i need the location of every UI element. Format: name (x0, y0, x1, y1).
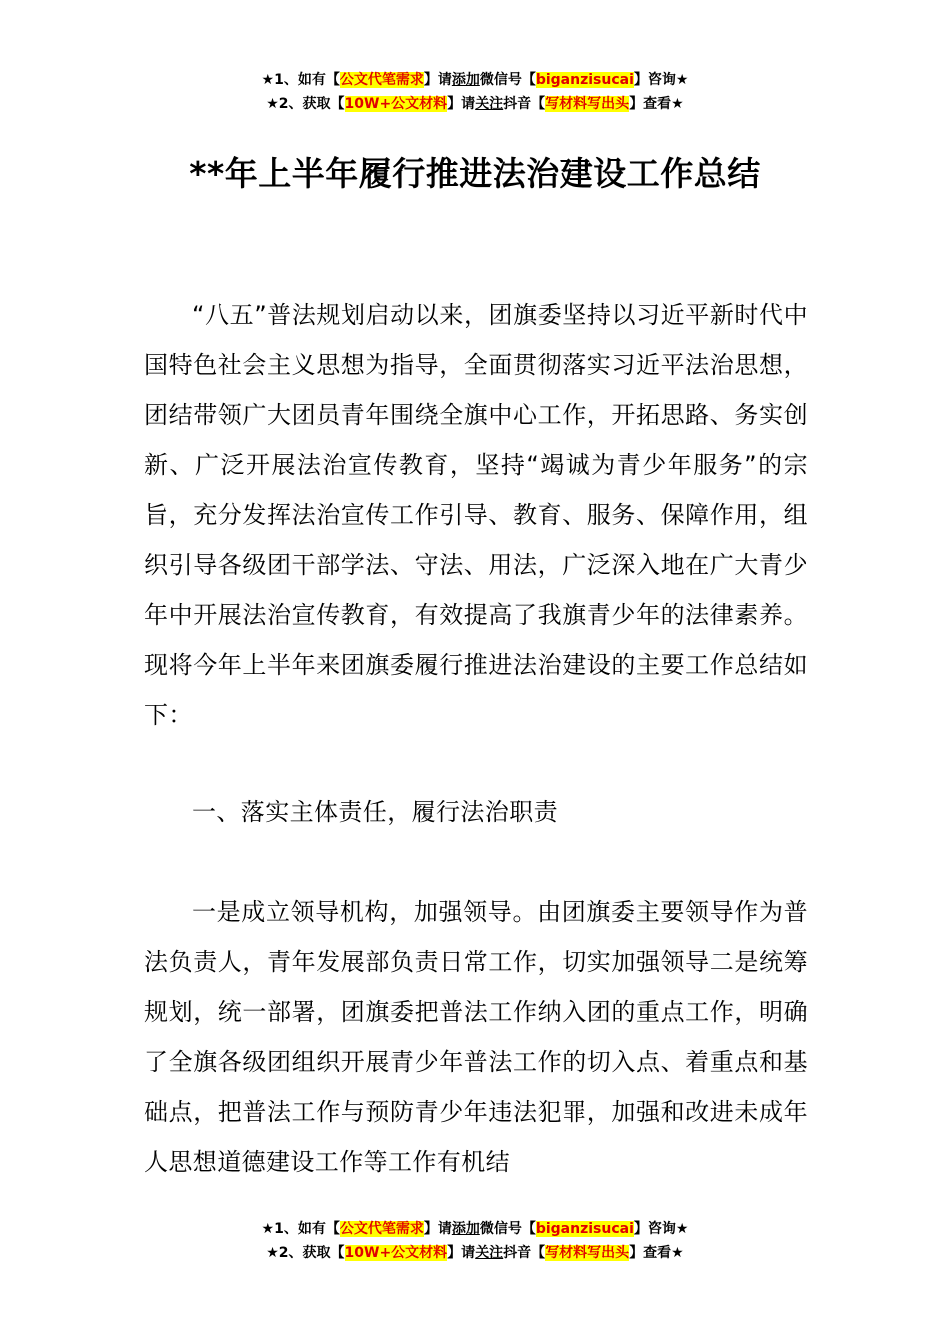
promo-wechat-id: biganzisucai (535, 72, 634, 88)
promo-line-1 (0, 68, 950, 92)
promo-underline: 关注 (475, 1245, 504, 1261)
intro-paragraph: “八五”普法规划启动以来，团旗委坚持以习近平新时代中国特色社会主义思想为指导，全面贯彻落实习近平法治思想，团结带领广大团员青年围绕全旗中心工作，开拓思路、务实创新、广泛开展法治宣传教育，坚持“竭诚为青少年服务”的宗旨，充分发挥法治宣传工作引导、教育、服务、保障作用，组织引导各级团干部学法、守法、用法，广泛深入地在广大青少年中开展法治宣传教育，有效提高了我旗青少年的法律素养。现将今年上半年来团旗委履行推进法治建设的主要工作总结如下： (144, 301, 808, 729)
promo-highlight: 公文代笔需求 (339, 1221, 424, 1237)
promo-line-1 (0, 1217, 950, 1241)
promo-text: 】查看★ (629, 1245, 684, 1261)
promo-text: 】请 (447, 1245, 476, 1261)
document-title: **年上半年履行推进法治建设工作总结 (189, 154, 761, 193)
promo-highlight: 公文代笔需求 (339, 72, 424, 88)
promo-text: 】请 (447, 96, 476, 112)
promo-wechat-id: biganzisucai (535, 1221, 634, 1237)
promo-text: 】请 (423, 72, 452, 88)
promo-text: 微信号【 (479, 72, 536, 88)
promo-text: 】请 (423, 1221, 452, 1237)
promo-banner-top (0, 68, 950, 116)
body-paragraph: 一是成立领导机构，加强领导。由团旗委主要领导作为普法负责人，青年发展部负责日常工作，切实加强领导二是统筹规划，统一部署，团旗委把普法工作纳入团的重点工作，明确了全旗各级团组织开展青少年普法工作的切入点、着重点和基础点，把普法工作与预防青少年违法犯罪，加强和改进未成年人思想道德建设工作等工作有机结 (144, 898, 808, 1176)
promo-text: 抖音【 (503, 1245, 546, 1261)
promo-text: 】咨询★ (633, 1221, 689, 1237)
promo-text: 】咨询★ (633, 72, 689, 88)
promo-text: ★2、获取【 (266, 96, 345, 112)
promo-banner-bottom (0, 1217, 950, 1265)
section-heading: 一、落实主体责任，履行法治职责 (192, 798, 558, 826)
promo-text: 抖音【 (503, 96, 546, 112)
promo-underline: 添加 (451, 1221, 480, 1237)
promo-underline: 关注 (475, 96, 504, 112)
promo-underline: 添加 (451, 72, 480, 88)
promo-text: ★1、如有【 (261, 1221, 340, 1237)
promo-douyin-id: 写材料写出头 (545, 96, 630, 112)
promo-text: 】查看★ (629, 96, 684, 112)
promo-text: ★1、如有【 (261, 72, 340, 88)
promo-line-2 (0, 1241, 950, 1265)
promo-highlight: 10W+公文材料 (344, 96, 448, 112)
promo-line-2 (0, 92, 950, 116)
promo-text: ★2、获取【 (266, 1245, 345, 1261)
promo-text: 微信号【 (479, 1221, 536, 1237)
promo-highlight: 10W+公文材料 (344, 1245, 448, 1261)
promo-douyin-id: 写材料写出头 (545, 1245, 630, 1261)
